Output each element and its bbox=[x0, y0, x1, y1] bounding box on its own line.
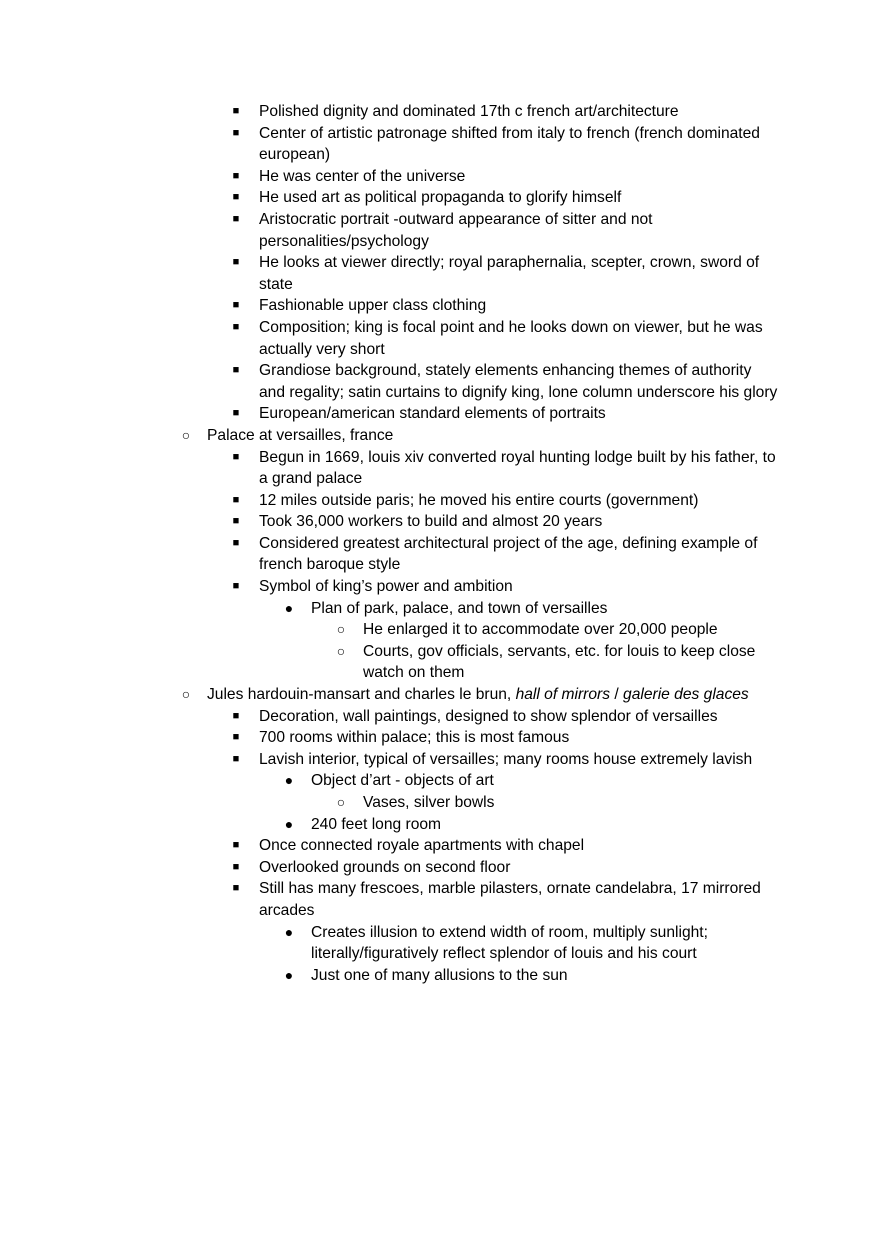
dot-bullet: ● bbox=[284, 966, 294, 983]
list-item bbox=[0, 403, 880, 425]
square-bullet: ■ bbox=[232, 169, 240, 182]
list-item-text: Overlooked grounds on second floor bbox=[259, 858, 511, 876]
list-item bbox=[0, 770, 880, 792]
list-item-text: Polished dignity and dominated 17th c french art/architecture bbox=[259, 103, 679, 120]
list-item bbox=[0, 619, 880, 641]
square-bullet: ■ bbox=[232, 731, 240, 744]
square-bullet: ■ bbox=[232, 450, 240, 463]
list-item-text: Still has many frescoes, marble pilasters, ornate candelabra, 17 mirrored arcades bbox=[259, 880, 761, 919]
list-item-text: Creates illusion to extend width of room, multiply sunlight; literally/figuratively reflect splendor of louis and his court bbox=[311, 923, 708, 963]
list-item-text: 12 miles outside paris; he moved his entire courts (government) bbox=[259, 491, 699, 509]
square-bullet: ■ bbox=[232, 212, 240, 225]
list-item-text: Begun in 1669, louis xiv converted royal hunting lodge built by his father, to a grand palace bbox=[259, 448, 776, 488]
list-item bbox=[0, 101, 880, 123]
heading-separator: / bbox=[610, 686, 624, 704]
list-item-text: Vases, silver bowls bbox=[363, 794, 495, 811]
list-item-text: Took 36,000 workers to build and almost 20 years bbox=[259, 513, 603, 531]
square-bullet: ■ bbox=[232, 320, 240, 333]
heading-artists: Jules hardouin-mansart and charles le brun, bbox=[207, 686, 516, 704]
circle-bullet: ○ bbox=[181, 426, 191, 443]
circle-bullet: ○ bbox=[336, 642, 346, 659]
list-item-text: He was center of the universe bbox=[259, 167, 466, 185]
list-item-text: European/american standard elements of portraits bbox=[259, 405, 606, 423]
list-item bbox=[0, 641, 880, 684]
list-item bbox=[0, 727, 880, 749]
list-item bbox=[0, 792, 880, 814]
list-item-text: Center of artistic patronage shifted from italy to french (french dominated european) bbox=[259, 124, 760, 164]
list-item-text: Composition; king is focal point and he looks down on viewer, but he was actually very short bbox=[259, 318, 763, 358]
list-item-text: Fashionable upper class clothing bbox=[259, 297, 487, 315]
list-item-text: Considered greatest architectural project of the age, defining example of french baroque style bbox=[259, 534, 758, 574]
list-item-text: Aristocratic portrait -outward appearance of sitter and not personalities/psychology bbox=[259, 210, 653, 250]
list-item bbox=[0, 835, 880, 857]
list-item bbox=[0, 295, 880, 317]
list-item bbox=[0, 490, 880, 512]
square-bullet: ■ bbox=[232, 407, 240, 420]
list-item bbox=[0, 187, 880, 209]
list-item bbox=[0, 814, 880, 836]
list-item-text: Plan of park, palace, and town of versailles bbox=[311, 599, 608, 617]
square-bullet: ■ bbox=[232, 299, 240, 312]
list-item-text: Object d’art - objects of art bbox=[311, 772, 494, 790]
square-bullet: ■ bbox=[232, 839, 240, 852]
document-page bbox=[0, 101, 880, 986]
list-item-text: Courts, gov officials, servants, etc. for louis to keep close watch on them bbox=[363, 642, 756, 682]
list-item bbox=[0, 965, 880, 987]
list-item bbox=[0, 857, 880, 879]
dot-bullet: ● bbox=[284, 599, 294, 616]
square-bullet: ■ bbox=[232, 580, 240, 593]
list-item bbox=[0, 749, 880, 771]
square-bullet: ■ bbox=[232, 515, 240, 528]
list-item bbox=[0, 123, 880, 166]
list-item bbox=[0, 922, 880, 965]
square-bullet: ■ bbox=[232, 126, 240, 139]
list-item-text: Symbol of king’s power and ambition bbox=[259, 578, 513, 596]
list-item bbox=[0, 317, 880, 360]
list-item-text: Lavish interior, typical of versailles; many rooms house extremely lavish bbox=[259, 750, 753, 768]
list-item-text bbox=[207, 684, 777, 706]
square-bullet: ■ bbox=[232, 709, 240, 722]
circle-bullet: ○ bbox=[181, 686, 191, 703]
section-heading-versailles bbox=[0, 425, 880, 447]
square-bullet: ■ bbox=[232, 882, 240, 895]
list-item-text: Decoration, wall paintings, designed to show splendor of versailles bbox=[259, 707, 718, 725]
square-bullet: ■ bbox=[232, 536, 240, 549]
heading-title-french: galerie des glaces bbox=[623, 686, 749, 704]
list-item-text: Palace at versailles, france bbox=[207, 426, 394, 444]
square-bullet: ■ bbox=[232, 191, 240, 204]
list-item bbox=[0, 360, 880, 403]
list-item bbox=[0, 447, 880, 490]
section-heading-hall-of-mirrors bbox=[0, 684, 880, 706]
square-bullet: ■ bbox=[232, 752, 240, 765]
square-bullet: ■ bbox=[232, 860, 240, 873]
dot-bullet: ● bbox=[284, 772, 294, 789]
list-item bbox=[0, 209, 880, 252]
dot-bullet: ● bbox=[284, 815, 294, 832]
square-bullet: ■ bbox=[232, 105, 240, 117]
list-item-text: 700 rooms within palace; this is most famous bbox=[259, 729, 570, 747]
heading-title: hall of mirrors bbox=[515, 686, 611, 704]
list-item-text: He looks at viewer directly; royal paraphernalia, scepter, crown, sword of state bbox=[259, 254, 760, 293]
list-item-text: Once connected royale apartments with chapel bbox=[259, 837, 585, 855]
circle-bullet: ○ bbox=[336, 621, 346, 638]
list-item-text: He used art as political propaganda to glorify himself bbox=[259, 189, 622, 207]
list-item-text: Just one of many allusions to the sun bbox=[311, 966, 568, 984]
list-item bbox=[0, 166, 880, 188]
dot-bullet: ● bbox=[284, 923, 294, 940]
square-bullet: ■ bbox=[232, 493, 240, 506]
list-item bbox=[0, 598, 880, 620]
square-bullet: ■ bbox=[232, 256, 240, 269]
list-item bbox=[0, 533, 880, 576]
list-item bbox=[0, 576, 880, 598]
list-item bbox=[0, 706, 880, 728]
list-item bbox=[0, 252, 880, 295]
list-item-text: 240 feet long room bbox=[311, 815, 442, 833]
list-item bbox=[0, 878, 880, 921]
list-item-text: Grandiose background, stately elements enhancing themes of authority and regality; satin curtains to dignify king, lone column underscore his glory bbox=[259, 362, 778, 401]
list-item bbox=[0, 511, 880, 533]
circle-bullet: ○ bbox=[336, 794, 346, 810]
list-item-text: He enlarged it to accommodate over 20,000 people bbox=[363, 621, 718, 639]
square-bullet: ■ bbox=[232, 364, 240, 377]
